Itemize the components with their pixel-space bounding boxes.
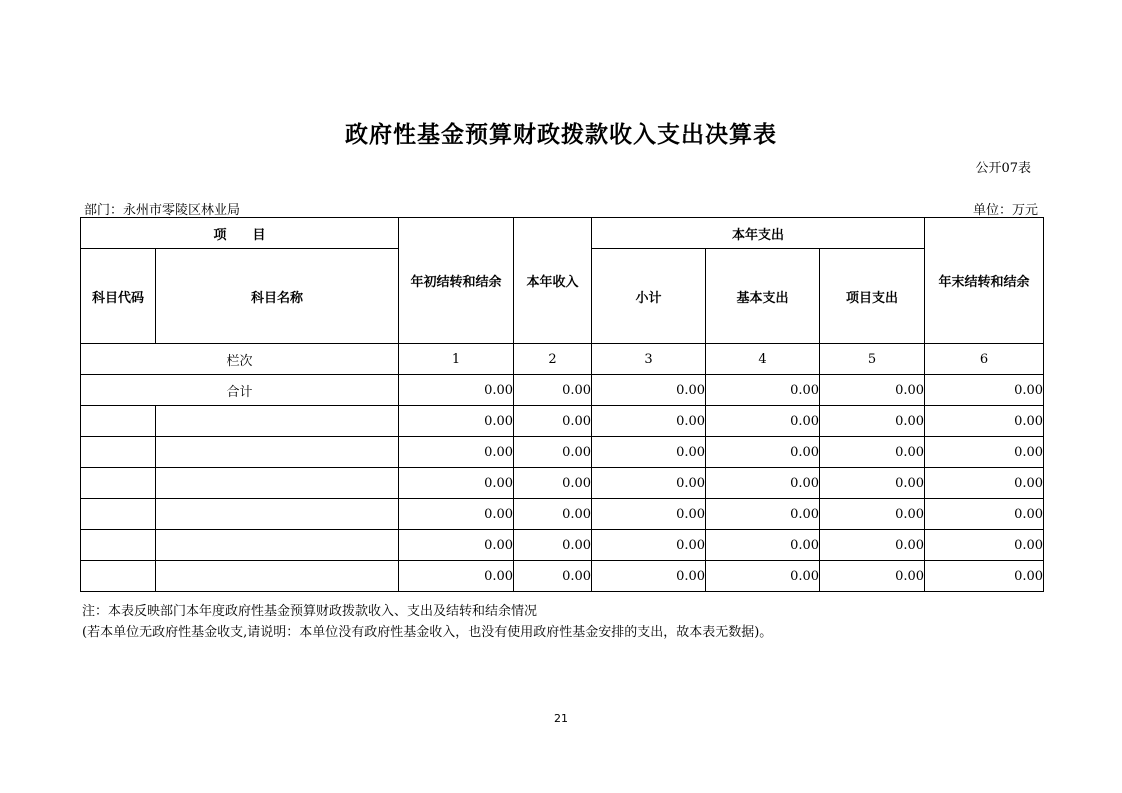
footnote-explanation: (若本单位无政府性基金收支,请说明：本单位没有政府性基金收入，也没有使用政府性基金安排的支出，故本表无数据)。 — [82, 625, 773, 640]
row-code — [81, 468, 156, 499]
row-cell: 0.00 — [925, 530, 1044, 561]
row-cell: 0.00 — [514, 468, 592, 499]
table-row — [81, 437, 1044, 468]
row-cell: 0.00 — [399, 406, 514, 437]
row-cell: 0.00 — [399, 561, 514, 592]
row-cell: 0.00 — [514, 530, 592, 561]
table-row — [81, 468, 1044, 499]
header-name: 科目名称 — [156, 249, 399, 344]
department-label: 部门：永州市零陵区林业局 — [84, 203, 241, 218]
row-cell: 0.00 — [706, 561, 820, 592]
total-label: 合计 — [81, 375, 399, 406]
page-number: 21 — [554, 712, 568, 725]
row-cell: 0.00 — [820, 561, 925, 592]
header-expense: 本年支出 — [592, 218, 925, 249]
row-cell: 0.00 — [820, 530, 925, 561]
header-item: 项 目 — [81, 218, 399, 249]
row-cell: 0.00 — [592, 468, 706, 499]
row-cell: 0.00 — [592, 437, 706, 468]
row-cell: 0.00 — [706, 406, 820, 437]
row-name — [156, 468, 399, 499]
table-row — [81, 561, 1044, 592]
header-row-1 — [81, 218, 1044, 249]
total-cell: 0.00 — [399, 375, 514, 406]
row-cell: 0.00 — [592, 499, 706, 530]
column-index-row — [81, 344, 1044, 375]
row-cell: 0.00 — [925, 437, 1044, 468]
report-table — [80, 217, 1044, 592]
column-index-cell: 5 — [820, 344, 925, 375]
total-cell: 0.00 — [925, 375, 1044, 406]
row-name — [156, 437, 399, 468]
row-cell: 0.00 — [399, 437, 514, 468]
row-name — [156, 561, 399, 592]
row-cell: 0.00 — [925, 561, 1044, 592]
column-index-cell: 2 — [514, 344, 592, 375]
row-cell: 0.00 — [514, 437, 592, 468]
row-cell: 0.00 — [514, 561, 592, 592]
header-basic: 基本支出 — [706, 249, 820, 344]
header-end-balance: 年末结转和结余 — [925, 218, 1044, 344]
row-cell: 0.00 — [706, 530, 820, 561]
row-cell: 0.00 — [706, 437, 820, 468]
row-code — [81, 530, 156, 561]
total-cell: 0.00 — [820, 375, 925, 406]
total-cell: 0.00 — [706, 375, 820, 406]
total-row — [81, 375, 1044, 406]
document-title: 政府性基金预算财政拨款收入支出决算表 — [345, 122, 777, 148]
row-name — [156, 530, 399, 561]
column-index-label: 栏次 — [81, 344, 399, 375]
row-cell: 0.00 — [399, 499, 514, 530]
row-cell: 0.00 — [820, 468, 925, 499]
footnote: 注：本表反映部门本年度政府性基金预算财政拨款收入、支出及结转和结余情况 — [82, 604, 538, 619]
row-cell: 0.00 — [820, 406, 925, 437]
row-cell: 0.00 — [399, 468, 514, 499]
row-code — [81, 561, 156, 592]
table-row — [81, 499, 1044, 530]
header-subtotal: 小计 — [592, 249, 706, 344]
row-cell: 0.00 — [514, 406, 592, 437]
header-income: 本年收入 — [514, 218, 592, 344]
row-cell: 0.00 — [514, 499, 592, 530]
row-cell: 0.00 — [706, 468, 820, 499]
total-cell: 0.00 — [592, 375, 706, 406]
row-cell: 0.00 — [925, 406, 1044, 437]
row-cell: 0.00 — [925, 499, 1044, 530]
unit-label: 单位：万元 — [972, 203, 1038, 218]
header-code: 科目代码 — [81, 249, 156, 344]
row-cell: 0.00 — [399, 530, 514, 561]
row-code — [81, 437, 156, 468]
row-cell: 0.00 — [592, 406, 706, 437]
column-index-cell: 6 — [925, 344, 1044, 375]
column-index-cell: 3 — [592, 344, 706, 375]
total-cell: 0.00 — [514, 375, 592, 406]
row-cell: 0.00 — [820, 499, 925, 530]
row-code — [81, 499, 156, 530]
header-project: 项目支出 — [820, 249, 925, 344]
row-code — [81, 406, 156, 437]
column-index-cell: 4 — [706, 344, 820, 375]
table-row — [81, 406, 1044, 437]
row-cell: 0.00 — [592, 530, 706, 561]
table-row — [81, 530, 1044, 561]
row-cell: 0.00 — [592, 561, 706, 592]
row-cell: 0.00 — [706, 499, 820, 530]
column-index-cell: 1 — [399, 344, 514, 375]
header-begin-balance: 年初结转和结余 — [399, 218, 514, 344]
row-name — [156, 406, 399, 437]
row-cell: 0.00 — [925, 468, 1044, 499]
form-number: 公开07表 — [975, 161, 1031, 176]
row-name — [156, 499, 399, 530]
row-cell: 0.00 — [820, 437, 925, 468]
